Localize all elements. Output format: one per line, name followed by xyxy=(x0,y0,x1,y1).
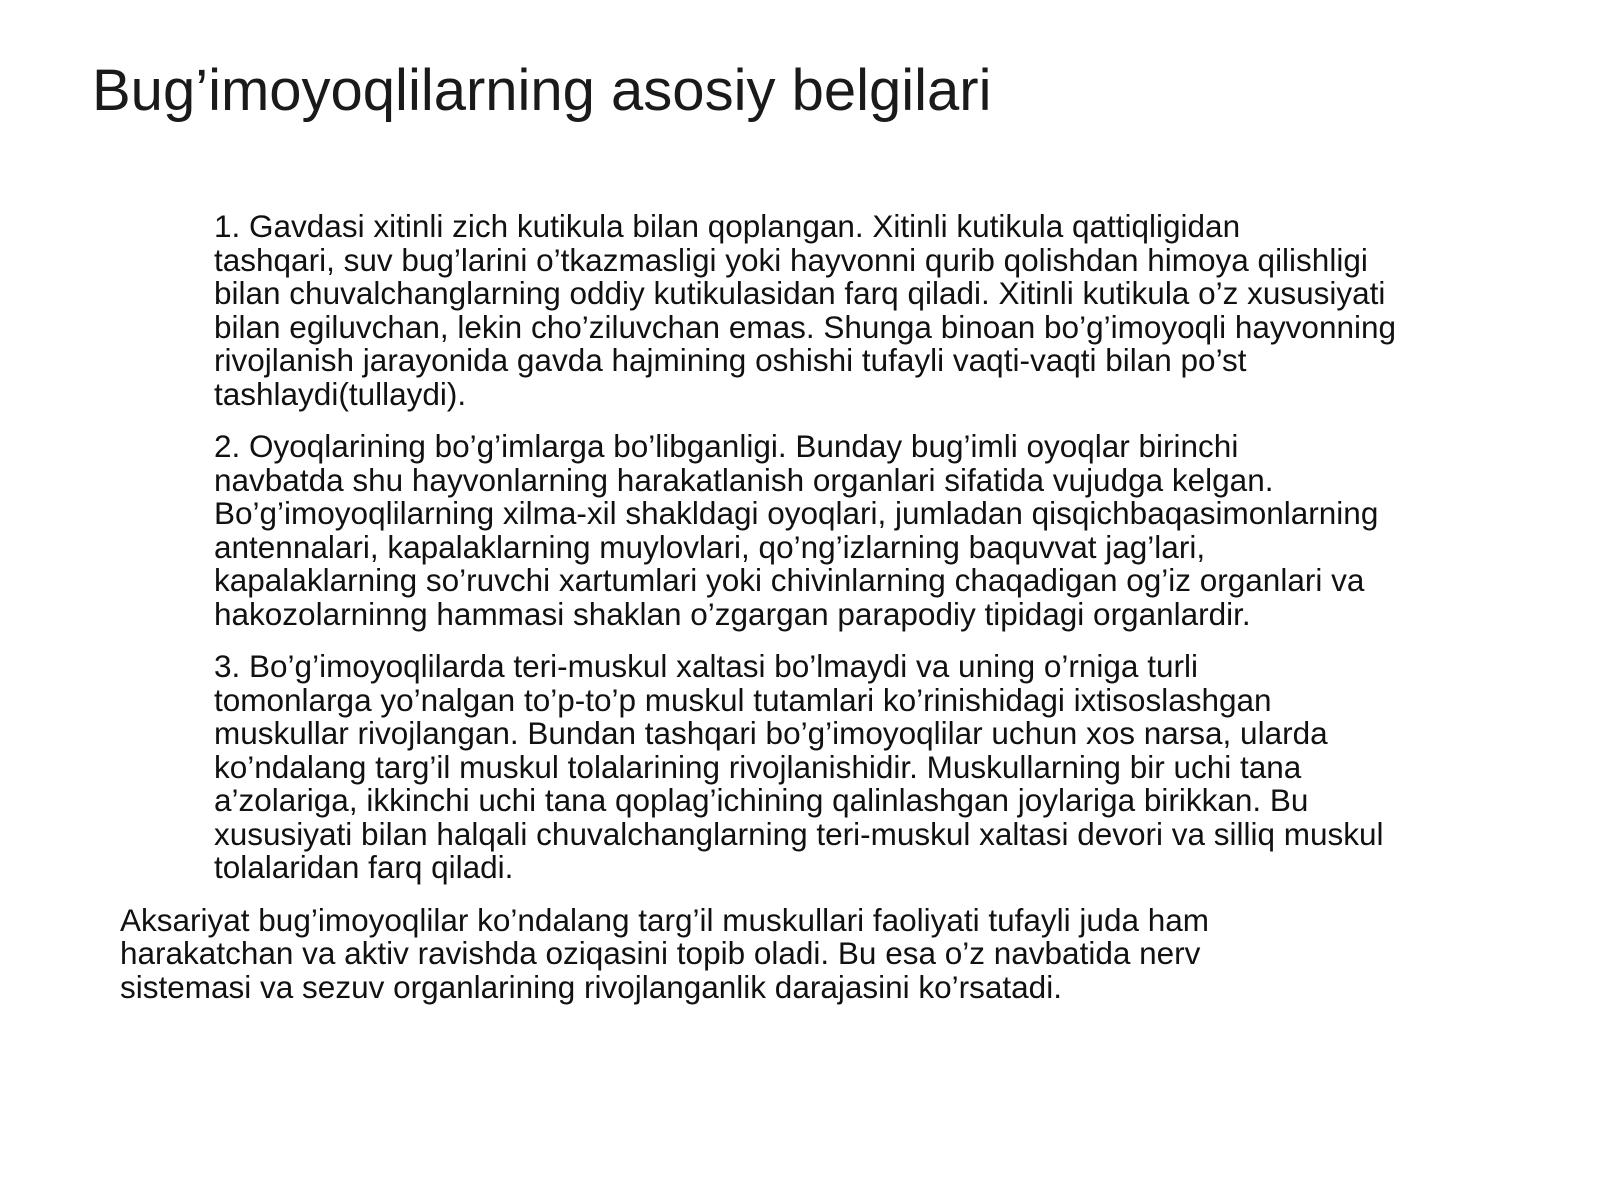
paragraph-line: tolalaridan farq qiladi. xyxy=(214,849,514,885)
paragraph-line: harakatchan va aktiv ravishda oziqasini topib oladi. Bu esa o’z navbatida nerv xyxy=(120,935,1201,971)
paragraph-line: 1. Gavdasi xitinli zich kutikula bilan qoplangan. Xitinli kutikula qattiqligidan xyxy=(214,208,1241,244)
paragraph-line: a’zolariga, ikkinchi uchi tana qoplag’ichining qalinlashgan joylariga birikkan. Bu xyxy=(214,782,1309,818)
paragraph-line: rivojlanish jarayonida gavda hajmining oshishi tufayli vaqti-vaqti bilan po’st xyxy=(214,342,1247,378)
paragraph-line: bilan chuvalchanglarning oddiy kutikulasidan farq qiladi. Xitinli kutikula o’z xususiyati xyxy=(214,275,1386,311)
paragraph-line: Bo’g’imoyoqlilarning xilma-xil shakldagi oyoqlari, jumladan qisqichbaqasimonlarning xyxy=(214,495,1379,531)
paragraph-line: tashqari, suv bug’larini o’tkazmasligi yoki hayvonni qurib qolishdan himoya qilishligi xyxy=(214,241,1368,278)
paragraph-line: sistemasi va sezuv organlarining rivojlanganlik darajasini ko’rsatadi. xyxy=(120,968,1062,1005)
paragraph-line: 3. Bo’g’imoyoqlilarda teri-muskul xaltasi bo’lmaydi va uning o’rniga turli xyxy=(214,648,1198,684)
paragraph-line: kapalaklarning so’ruvchi xartumlari yoki chivinlarning chaqadigan og’iz organlari va xyxy=(214,562,1365,598)
paragraph-3 xyxy=(120,650,1515,885)
paragraph-line: antennalari, kapalaklarning muylovlari, qo’ng’izlarning baquvvat jag’lari, xyxy=(214,528,1206,565)
paragraph-line: xususiyati bilan halqali chuvalchanglarning teri-muskul xaltasi devori va silliq muskul xyxy=(214,815,1384,852)
paragraph-2 xyxy=(120,430,1515,631)
paragraph-4 xyxy=(120,901,1515,1005)
paragraph-line: Aksariyat bug’imoyoqlilar ko’ndalang targ’il muskullari faoliyati tufayli juda ham xyxy=(120,901,1210,938)
slide-title: Bug’imoyoqlilarning asosiy belgilari xyxy=(92,58,992,123)
paragraph-1 xyxy=(120,210,1515,411)
paragraph-line: tashlaydi(tullaydi). xyxy=(214,375,467,412)
paragraph-line: muskullar rivojlangan. Bundan tashqari bo’g’imoyoqlilar uchun xos narsa, ularda xyxy=(214,715,1328,751)
paragraph-line: tomonlarga yo’nalgan to’p-to’p muskul tutamlari ko’rinishidagi ixtisoslashgan xyxy=(214,681,1272,718)
paragraph-line: 2. Oyoqlarining bo’g’imlarga bo’libganligi. Bunday bug’imli oyoqlar birinchi xyxy=(214,428,1239,464)
paragraph-line: navbatda shu hayvonlarning harakatlanish organlari sifatida vujudga kelgan. xyxy=(214,461,1274,498)
paragraph-line: hakozolarninng hammasi shaklan o’zgargan parapodiy tipidagi organlardir. xyxy=(214,595,1251,632)
paragraph-line: bilan egiluvchan, lekin cho’ziluvchan emas. Shunga binoan bo’g’imoyoqli hayvonning xyxy=(214,308,1397,345)
paragraph-line: ko’ndalang targ’il muskul tolalarining rivojlanishidir. Muskullarning bir uchi tana xyxy=(214,748,1302,785)
slide-body xyxy=(120,210,1515,1023)
